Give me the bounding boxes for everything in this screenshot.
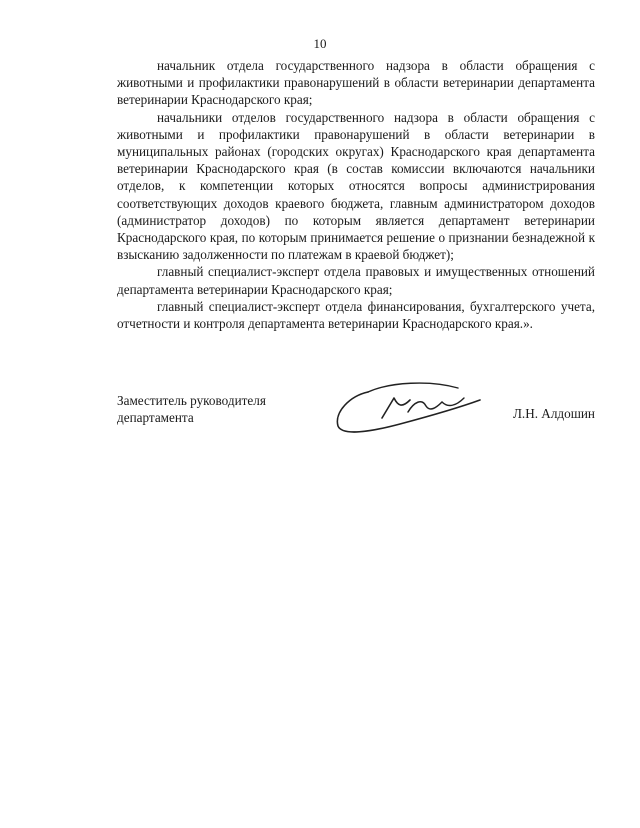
signatory-position (117, 392, 266, 426)
paragraph-heads-of-municipal-departments: начальники отделов государственного надзора в области обращения с животными и профилактики правонарушений в области ветеринарии в муниципальных районах (городских округах) Краснодарского края департамента ветеринарии Краснодарского края (в состав комиссии включаются начальники отделов, к компетенции которых относятся вопросы администрирования соответствующих доходов краевого бюджета, главным администратором доходов (администратор доходов) по которым является департамент ветеринарии Краснодарского края, по которым принимается решение о признании безнадежной к взысканию задолженности по платежам в краевой бюджет); (117, 109, 595, 263)
paragraph-finance-department-specialist: главный специалист-эксперт отдела финансирования, бухгалтерского учета, отчетности и контроля департамента ветеринарии Краснодарского края.». (117, 298, 595, 332)
signatory-position-line-2: департамента (117, 410, 194, 425)
signatory-position-line-1: Заместитель руководителя (117, 393, 266, 408)
handwritten-signature (330, 378, 490, 438)
document-body (117, 57, 595, 332)
paragraph-legal-department-specialist: главный специалист-эксперт отдела правовых и имущественных отношений департамента ветеринарии Краснодарского края; (117, 264, 595, 297)
paragraph-head-of-supervision-department: начальник отдела государственного надзора в области обращения с животными и профилактики правонарушений в области ветеринарии департамента ветеринарии Краснодарского края; (117, 58, 595, 108)
page-number: 10 (313, 36, 327, 51)
signatory-name: Л.Н. Алдошин (512, 406, 595, 421)
signature-block (117, 392, 595, 452)
